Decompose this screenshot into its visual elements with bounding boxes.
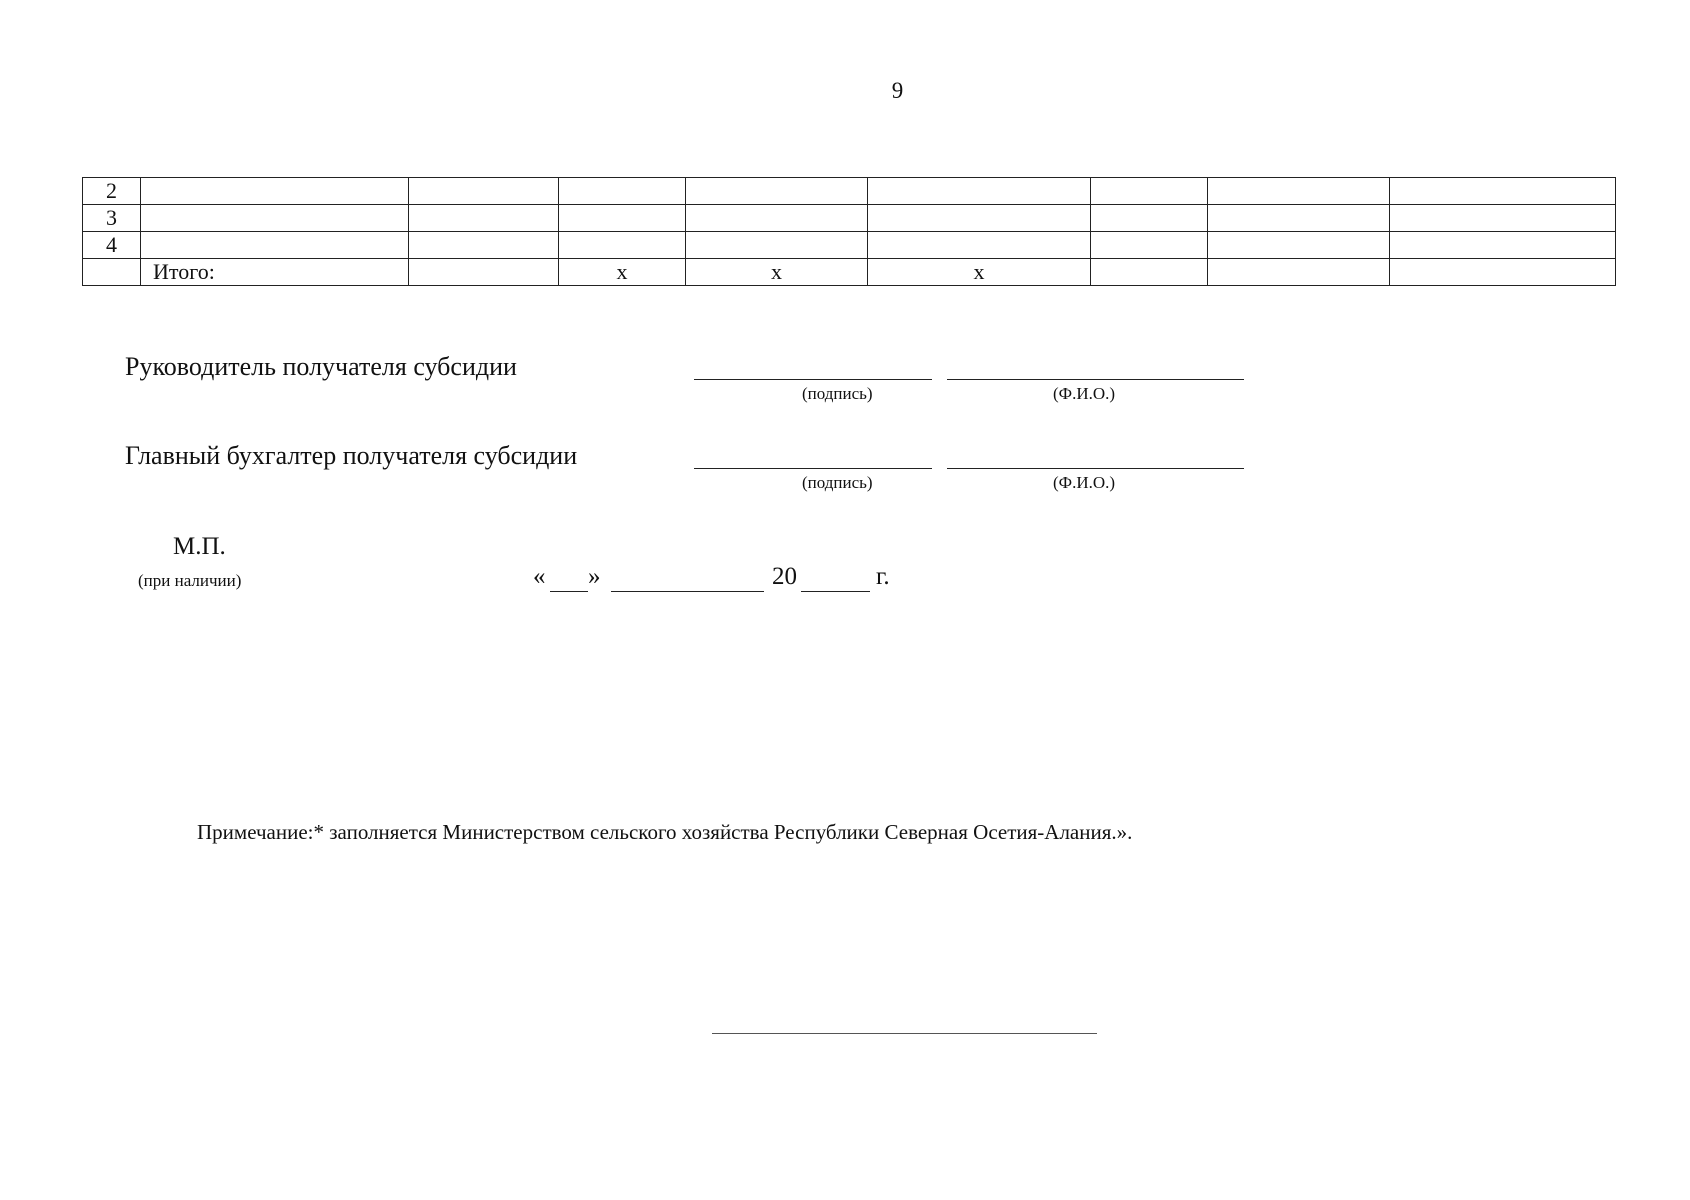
date-month-line[interactable] — [611, 591, 764, 592]
table-row — [83, 232, 1616, 259]
table-cell — [1390, 178, 1616, 205]
accountant-name-caption: (Ф.И.О.) — [1053, 473, 1116, 492]
row-number: 3 — [83, 205, 141, 232]
table-cell — [1208, 232, 1390, 259]
x-mark: х — [686, 259, 868, 286]
head-signature-line[interactable] — [694, 379, 932, 380]
page-number: 9 — [891, 78, 904, 103]
table-row — [83, 205, 1616, 232]
head-signature-caption: (подпись) — [802, 384, 873, 403]
table-cell — [1208, 178, 1390, 205]
head-signature-label: Руководитель получателя субсидии — [125, 352, 517, 381]
table-cell — [1091, 205, 1208, 232]
table-cell — [559, 178, 686, 205]
accountant-signature-caption: (подпись) — [802, 473, 873, 492]
accountant-signature-line[interactable] — [694, 468, 932, 469]
date-year-suffix: г. — [876, 563, 890, 590]
head-name-caption: (Ф.И.О.) — [1053, 384, 1116, 403]
table-cell — [1390, 205, 1616, 232]
stamp-label: М.П. — [173, 533, 226, 560]
accountant-signature-label: Главный бухгалтер получателя субсидии — [125, 441, 578, 470]
accountant-name-line[interactable] — [947, 468, 1244, 469]
table-cell — [1390, 259, 1616, 286]
stamp-note: (при наличии) — [138, 571, 242, 590]
table-cell — [141, 232, 409, 259]
date-year-line[interactable] — [801, 591, 870, 592]
table-cell — [868, 232, 1091, 259]
table-cell — [409, 232, 559, 259]
date-close-quote: » — [588, 563, 601, 590]
report-table — [82, 177, 1616, 286]
table-cell — [1208, 259, 1390, 286]
table-row — [83, 178, 1616, 205]
table-cell — [141, 178, 409, 205]
date-day-line[interactable] — [550, 591, 588, 592]
table-cell — [1091, 178, 1208, 205]
table-cell — [868, 178, 1091, 205]
row-number: 4 — [83, 232, 141, 259]
table-cell — [1390, 232, 1616, 259]
table-cell — [559, 205, 686, 232]
table-cell — [409, 259, 559, 286]
table-cell — [1091, 232, 1208, 259]
date-open-quote: « — [533, 563, 546, 590]
table-cell — [686, 178, 868, 205]
x-mark: х — [868, 259, 1091, 286]
table-cell — [1208, 205, 1390, 232]
table-cell — [409, 205, 559, 232]
table-cell — [686, 232, 868, 259]
footnote-text: Примечание:* заполняется Министерством сельского хозяйства Республики Северная Осетия-Алания.». — [197, 820, 1133, 844]
date-year-prefix: 20 — [772, 563, 797, 590]
table-cell — [409, 178, 559, 205]
table-cell — [559, 232, 686, 259]
table-cell — [1091, 259, 1208, 286]
table-cell — [686, 205, 868, 232]
row-number — [83, 259, 141, 286]
head-name-line[interactable] — [947, 379, 1244, 380]
row-number: 2 — [83, 178, 141, 205]
total-row — [83, 259, 1616, 286]
x-mark: х — [559, 259, 686, 286]
total-label: Итого: — [141, 259, 409, 286]
bottom-divider — [712, 1033, 1097, 1034]
table-cell — [141, 205, 409, 232]
table-cell — [868, 205, 1091, 232]
